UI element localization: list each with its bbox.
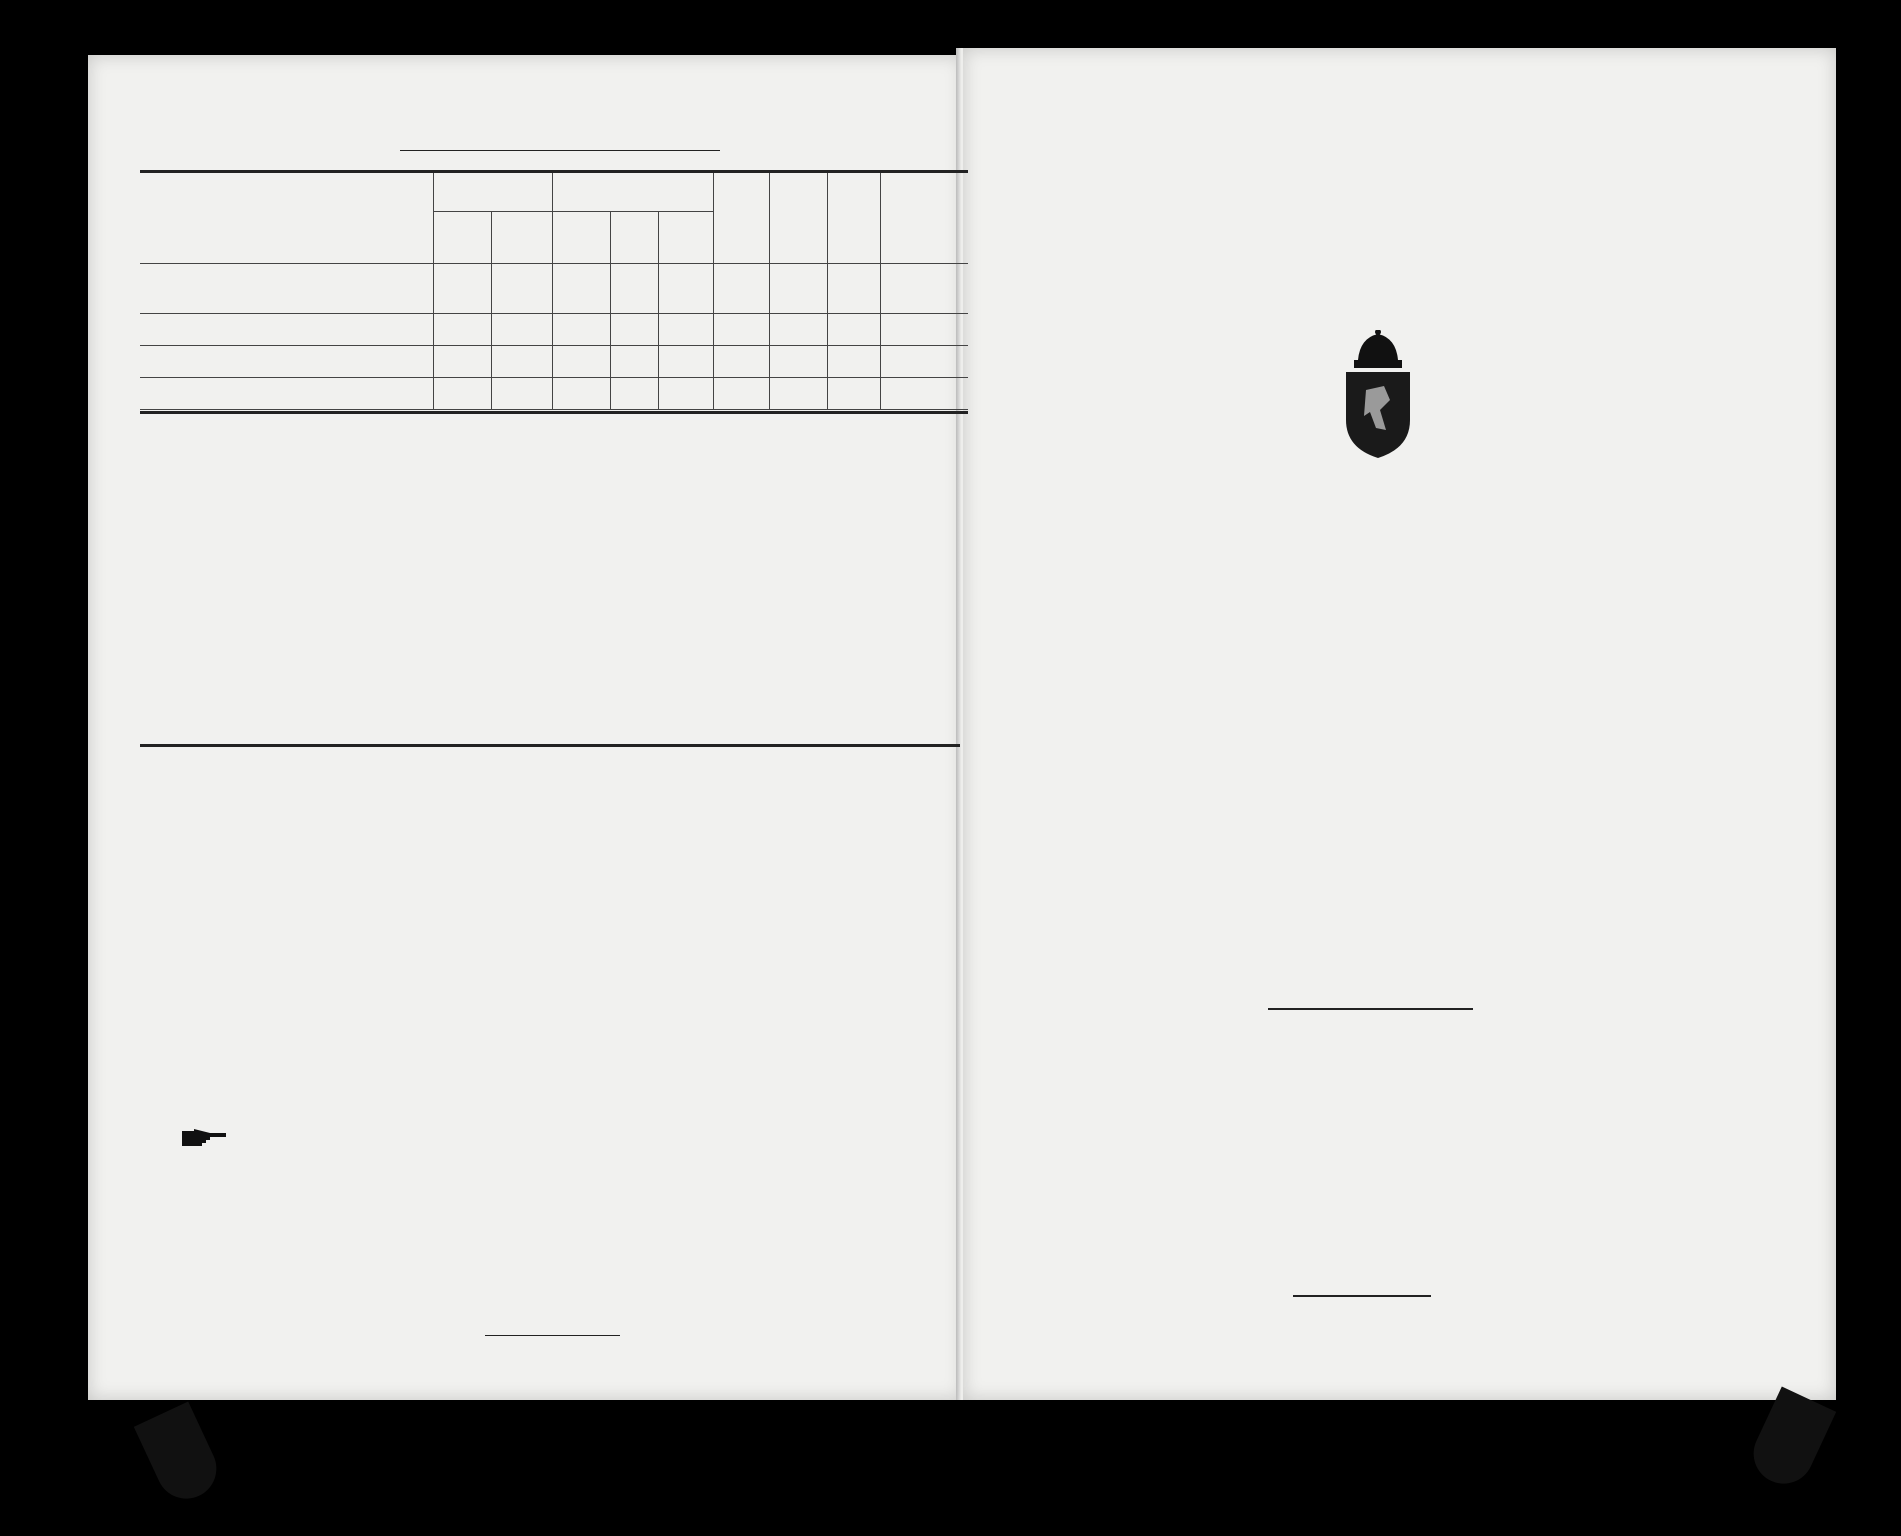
seed-table <box>140 622 960 747</box>
left-end-rule <box>485 1335 620 1336</box>
cows-cell <box>610 264 658 314</box>
right-divider <box>1268 1008 1473 1010</box>
header-sheep <box>713 172 769 264</box>
title-underline <box>400 150 720 151</box>
header-horses <box>433 172 552 212</box>
pointing-hand-icon <box>180 1127 228 1149</box>
header-cows <box>610 212 658 264</box>
header-reindeer <box>880 172 968 264</box>
livestock-table <box>140 170 968 414</box>
calves-cell <box>658 264 713 314</box>
photo-corner-left <box>134 1402 226 1509</box>
goats-cell <box>769 264 827 314</box>
right-end-rule <box>1293 1295 1431 1297</box>
right-page <box>963 48 1836 1400</box>
sheep-cell <box>713 264 769 314</box>
coat-of-arms <box>1340 330 1416 460</box>
header-goats <box>769 172 827 264</box>
header-cattle <box>552 172 713 212</box>
photo-corner-right <box>1744 1387 1836 1494</box>
header-calves <box>658 212 713 264</box>
owner-name-cell <box>140 264 433 314</box>
header-horses-old <box>433 212 491 264</box>
header-bulls <box>552 212 610 264</box>
header-owner-name <box>140 172 433 264</box>
header-pigs <box>827 172 880 264</box>
header-horses-young <box>491 212 552 264</box>
horses-old-cell <box>433 264 491 314</box>
